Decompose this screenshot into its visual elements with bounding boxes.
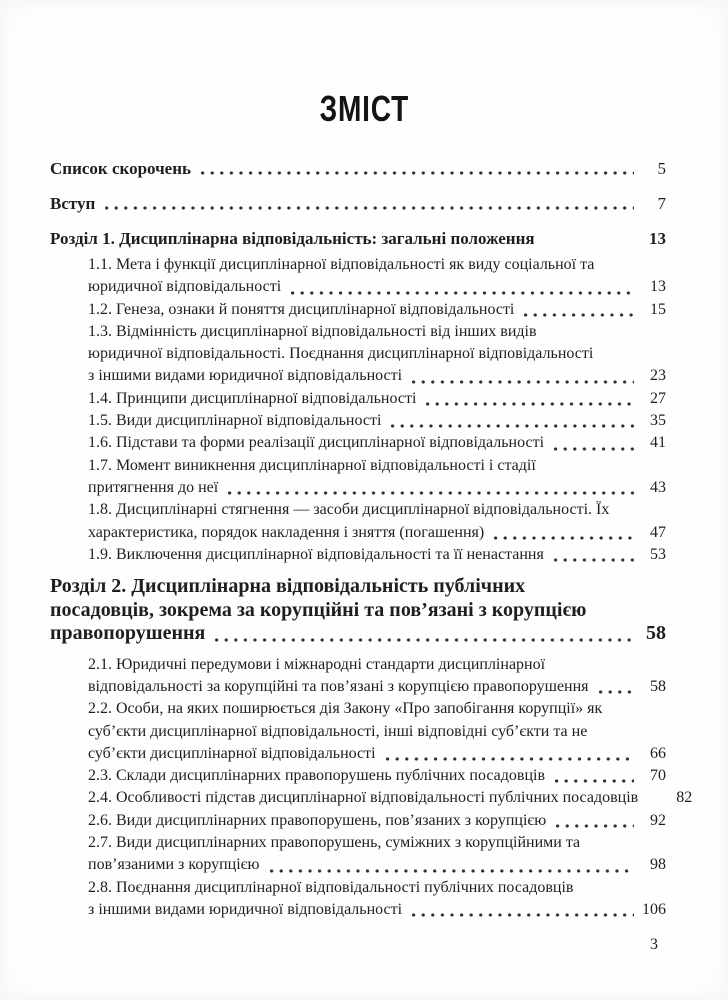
toc-entry-text: Список скорочень (50, 159, 192, 178)
toc-entry-line (88, 299, 666, 321)
toc-entry-line (88, 499, 666, 521)
toc-entry-text: 1.3. Відмінність дисциплінарної відповідальності від інших видів (88, 322, 537, 340)
dot-leader (412, 913, 634, 917)
toc-entry-line (88, 676, 666, 698)
toc-entry-line (88, 410, 666, 432)
dot-leader (412, 380, 634, 384)
toc-entry-page-number: 58 (646, 622, 666, 645)
toc-entry-line (50, 158, 666, 179)
toc-entry (50, 832, 666, 877)
toc-entry-line (88, 276, 666, 298)
dot-leader (201, 171, 634, 175)
toc-entry-line (88, 721, 666, 743)
toc-entry (50, 765, 666, 787)
toc-entry-line (88, 388, 666, 410)
toc-entry-page-number: 23 (650, 367, 666, 385)
toc-entry-text: притягнення до неї (88, 478, 219, 496)
toc-entry-page-number: 13 (649, 229, 666, 248)
toc-entry-text: 1.1. Мета і функції дисциплінарної відповідальності як виду соціальної та (88, 256, 595, 273)
toc-entry (50, 575, 666, 646)
toc-entry-line (88, 810, 666, 832)
toc-entry-page-number: 98 (650, 856, 666, 874)
toc-entry-line (88, 654, 666, 676)
toc-entry-page-number: 82 (676, 789, 693, 807)
toc-entry-text: правопорушення (50, 622, 206, 645)
toc-entry-text: 2.2. Особи, на яких поширюється дія Закону «Про запобігання корупції» як (88, 700, 603, 718)
toc-entry-line (88, 765, 666, 787)
toc-entry-page-number: 7 (657, 194, 666, 213)
toc-entry-text: Розділ 2. Дисциплінарна відповідальність публічних (50, 575, 526, 598)
toc-entry-text: посадовців, зокрема за корупційні та пов’язані з корупцією (50, 598, 587, 621)
toc-entry-text: характеристика, порядок накладення і зняття (погашення) (88, 523, 485, 541)
toc-entry-text: з іншими видами юридичної відповідальності (88, 900, 403, 918)
toc-entry (50, 544, 666, 566)
toc-entry-page-number: 53 (650, 545, 666, 563)
toc-entry-line (88, 455, 666, 477)
toc-entry-page-number: 43 (650, 478, 666, 496)
toc-entry-line (88, 254, 666, 276)
toc-entry-line (88, 544, 666, 566)
dot-leader (291, 291, 634, 295)
toc-entry-line (88, 698, 666, 720)
toc-entry-line (50, 228, 666, 250)
toc-entry (50, 158, 666, 179)
toc-entry (50, 810, 666, 832)
dot-leader (215, 638, 634, 642)
toc-entry-text: з іншими видами юридичної відповідальності (88, 367, 403, 385)
toc-entry (50, 254, 666, 299)
toc-entry (50, 388, 666, 410)
toc-entry (50, 321, 666, 388)
toc-entry (50, 698, 666, 765)
dot-leader (555, 779, 634, 783)
dot-leader (105, 206, 634, 210)
toc-entry-line (88, 899, 666, 921)
toc-entry-text: 1.8. Дисциплінарні стягнення — засоби дисциплінарної відповідальності. Їх (88, 501, 610, 519)
page-title-text: ЗМІСТ (319, 88, 409, 129)
dot-leader (270, 869, 635, 873)
toc-entry-text: 1.7. Момент виникнення дисциплінарної відповідальності і стадії (88, 456, 536, 474)
dot-leader (228, 491, 634, 495)
toc-entry (50, 228, 666, 250)
dot-leader (524, 313, 634, 317)
toc-entry-line (88, 832, 666, 854)
dot-leader (426, 402, 634, 406)
toc-entry-line (88, 743, 666, 765)
toc-entry-page-number: 47 (650, 523, 666, 541)
toc-entry-line (50, 622, 666, 646)
toc-entry-page-number: 58 (650, 677, 666, 695)
toc-entry-page-number: 106 (642, 900, 666, 918)
toc-entry (50, 193, 666, 214)
toc-entry (50, 410, 666, 432)
toc-entry-text: 2.6. Види дисциплінарних правопорушень, пов’язаних з корупцією (88, 811, 547, 829)
toc-entry-text: 2.7. Види дисциплінарних правопорушень, суміжних з корупційними та (88, 834, 581, 852)
toc-entry-page-number: 27 (650, 389, 666, 407)
toc-entry-page-number: 70 (650, 767, 666, 785)
toc-entry-page-number: 13 (650, 278, 666, 296)
toc-entries (50, 158, 693, 921)
toc-entry-text: суб’єкти дисциплінарної відповідальності (88, 744, 376, 762)
toc-entry-text: 2.8. Поєднання дисциплінарної відповідальності публічних посадовців (88, 878, 574, 896)
toc-entry-line (88, 432, 666, 454)
toc-entry (50, 432, 666, 454)
toc-entry-line (88, 321, 666, 343)
toc-entry-page-number: 66 (650, 744, 666, 762)
dot-leader (556, 824, 634, 828)
dot-leader (599, 690, 634, 694)
toc-entry-line (50, 193, 666, 214)
toc-entry (50, 299, 666, 321)
toc-entry-text: юридичної відповідальності. Поєднання дисциплінарної відповідальності (88, 345, 594, 363)
toc-entry-text: Розділ 1. Дисциплінарна відповідальність: загальні положення (50, 229, 535, 248)
toc-entry-text: 2.1. Юридичні передумови і міжнародні стандарти дисциплінарної (88, 655, 546, 673)
toc-entry (50, 455, 666, 500)
toc-entry-line (88, 877, 666, 899)
toc-entry-text: 1.5. Види дисциплінарної відповідальності (88, 412, 382, 430)
folio-page-number: 3 (650, 936, 658, 953)
dot-leader (391, 424, 634, 428)
page-title (0, 0, 728, 129)
toc-entry-line (50, 575, 666, 599)
toc-entry (50, 499, 666, 544)
dot-leader (386, 757, 634, 761)
toc-entry-line (88, 365, 666, 387)
blank-leader (545, 242, 634, 246)
toc-entry (50, 787, 693, 809)
blank-leader (648, 802, 660, 806)
toc-entry-text: пов’язаними з корупцією (88, 856, 260, 874)
toc-entry-page-number: 15 (650, 300, 666, 318)
dot-leader (494, 536, 634, 540)
toc-entry-line (88, 787, 693, 809)
toc-entry-text: 1.4. Принципи дисциплінарної відповідальності (88, 389, 417, 407)
toc-entry-text: 1.2. Генеза, ознаки й поняття дисциплінарної відповідальності (88, 300, 515, 318)
toc-entry-line (88, 522, 666, 544)
toc-entry (50, 877, 666, 922)
toc-entry-line (50, 599, 666, 623)
dot-leader (554, 558, 634, 562)
toc-entry-line (88, 343, 666, 365)
toc-entry-text: 2.4. Особливості підстав дисциплінарної відповідальності публічних посадовців (88, 789, 639, 807)
toc-entry-page-number: 92 (650, 811, 666, 829)
toc-entry-line (88, 854, 666, 876)
toc-entry-page-number: 41 (650, 434, 666, 452)
toc-entry-line (88, 477, 666, 499)
toc-entry-page-number: 5 (657, 159, 666, 178)
toc-entry-text: відповідальності за корупційні та пов’язані з корупцією правопорушення (88, 677, 589, 695)
toc-entry (50, 654, 666, 699)
toc-entry-page-number: 35 (650, 412, 666, 430)
toc-entry-text: Вступ (50, 194, 96, 213)
toc-entry-text: 1.6. Підстави та форми реалізації дисциплінарної відповідальності (88, 434, 545, 452)
toc-entry-text: юридичної відповідальності (88, 278, 282, 296)
toc-entry-text: суб’єкти дисциплінарної відповідальності, інші відповідні суб’єкти та не (88, 722, 588, 740)
toc-entry-text: 1.9. Виключення дисциплінарної відповідальності та її ненастання (88, 545, 544, 563)
dot-leader (554, 447, 634, 451)
toc-entry-text: 2.3. Склади дисциплінарних правопорушень публічних посадовців (88, 767, 545, 785)
